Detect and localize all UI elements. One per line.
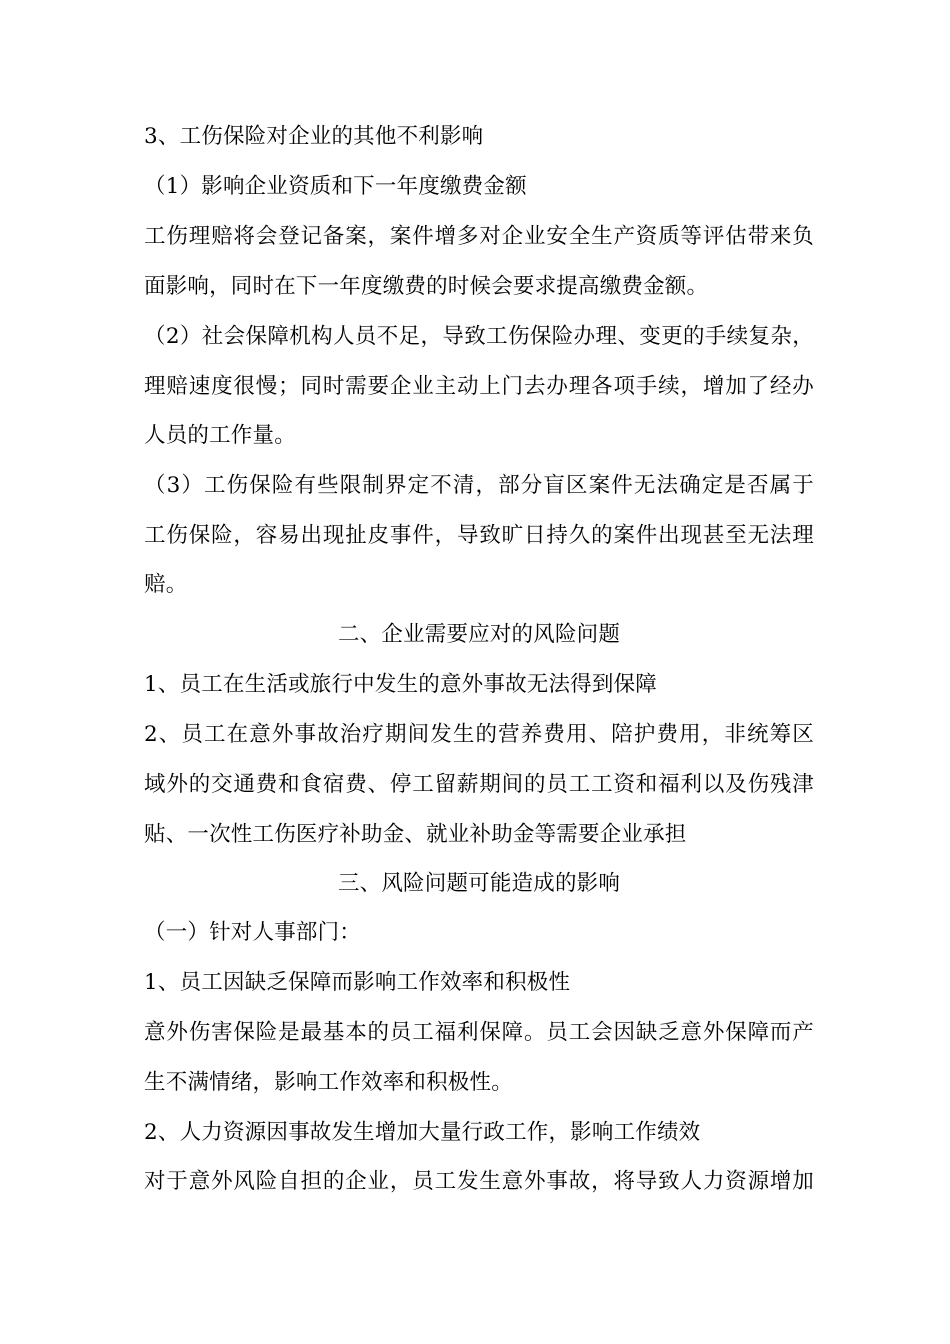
paragraph-line: 理赔速度很慢；同时需要企业主动上门去办理各项手续，增加了经办 bbox=[144, 374, 814, 399]
item-paragraph-3: （3）工伤保险有些限制界定不清，部分盲区案件无法确定是否属于 bbox=[144, 473, 814, 498]
paragraph-line: 人员的工作量。 bbox=[144, 423, 296, 448]
list-item-2: 2、人力资源因事故发生增加大量行政工作，影响工作绩效 bbox=[144, 1120, 701, 1145]
paragraph-line: 工伤保险，容易出现扯皮事件，导致旷日持久的案件出现甚至无法理 bbox=[144, 523, 814, 548]
item-heading-1: （1）影响企业资质和下一年度缴费金额 bbox=[144, 174, 527, 199]
list-item-2: 2、员工在意外事故治疗期间发生的营养费用、陪护费用，非统筹区 bbox=[144, 722, 814, 747]
paragraph-line: 工伤理赔将会登记备案，案件增多对企业安全生产资质等评估带来负 bbox=[144, 224, 814, 249]
subsection-heading-3: 3、工伤保险对企业的其他不利影响 bbox=[144, 124, 484, 149]
section-heading-2: 二、企业需要应对的风险问题 bbox=[337, 622, 621, 647]
paragraph-line: 生不满情绪，影响工作效率和积极性。 bbox=[144, 1070, 513, 1095]
paragraph-line: 赔。 bbox=[144, 572, 188, 597]
paragraph-line: 贴、一次性工伤医疗补助金、就业补助金等需要企业承担 bbox=[144, 822, 687, 847]
paragraph-line: 意外伤害保险是最基本的员工福利保障。员工会因缺乏意外保障而产 bbox=[144, 1020, 814, 1045]
paragraph-line: 对于意外风险自担的企业，员工发生意外事故，将导致人力资源增加 bbox=[144, 1169, 814, 1194]
list-item-1: 1、员工在生活或旅行中发生的意外事故无法得到保障 bbox=[144, 672, 657, 697]
paragraph-line: 面影响，同时在下一年度缴费的时候会要求提高缴费金额。 bbox=[144, 274, 709, 299]
section-heading-3: 三、风险问题可能造成的影响 bbox=[337, 871, 621, 896]
paragraph-line: 域外的交通费和食宿费、停工留薪期间的员工工资和福利以及伤残津 bbox=[144, 772, 814, 797]
subsection-heading-hr: （一）针对人事部门： bbox=[144, 920, 362, 945]
list-item-1: 1、员工因缺乏保障而影响工作效率和积极性 bbox=[144, 970, 571, 995]
item-paragraph-2: （2）社会保障机构人员不足，导致工伤保险办理、变更的手续复杂， bbox=[144, 324, 814, 349]
